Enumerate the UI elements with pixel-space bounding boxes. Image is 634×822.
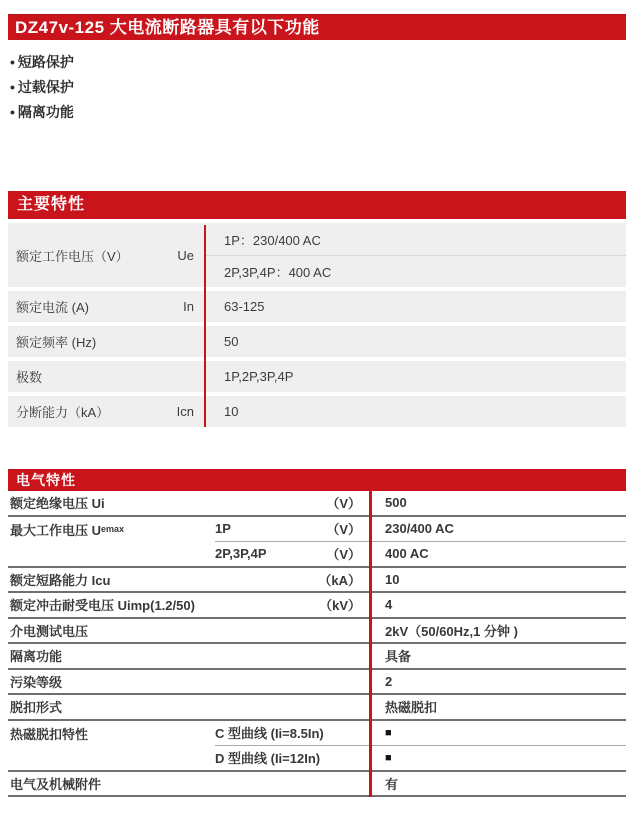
subrow-left [215, 748, 369, 767]
electrical-characteristics-table [8, 491, 626, 797]
table-row [8, 361, 626, 392]
row-label: 脱扣形式 [10, 700, 63, 716]
section-header-main-characteristics: 主要特性 [8, 191, 626, 219]
row-value: 230/400 AC [385, 521, 454, 537]
unit-label: （V） [326, 496, 361, 512]
row-label: 分断能力（kA） [16, 405, 110, 420]
subrow-left [215, 519, 369, 538]
row-subrows [215, 721, 626, 770]
row-value: 10 [385, 571, 400, 587]
unit-label: （V） [326, 547, 361, 563]
row-label: 隔离功能 [10, 649, 63, 665]
row-value: 2 [385, 673, 393, 689]
table-row [8, 568, 626, 594]
feature-item [10, 74, 634, 99]
row-label-cell [8, 361, 204, 392]
row-label-subscript: emax [101, 524, 125, 534]
row-item: 2P,3P,4P [215, 546, 267, 562]
row-left [8, 621, 369, 640]
feature-list [0, 40, 634, 124]
row-label: 介电测试电压 [10, 623, 89, 639]
unit-label: （kV） [319, 598, 361, 614]
row-left [8, 774, 369, 793]
bullet-icon: • [10, 53, 15, 70]
row-subvalue: 1P：230/400 AC [224, 232, 321, 248]
row-label-cell [8, 396, 204, 427]
row-label: 额定电流 (A) [16, 300, 89, 315]
feature-label: 过载保护 [17, 78, 74, 95]
row-value: 热磁脱扣 [385, 700, 438, 716]
sub-row [215, 541, 626, 566]
row-label [8, 517, 215, 542]
datasheet-page [0, 14, 634, 822]
row-value: 具备 [385, 649, 412, 665]
table-row [8, 291, 626, 322]
row-value: 有 [385, 776, 399, 792]
row-left [8, 493, 369, 512]
row-value: 500 [385, 495, 407, 511]
row-label-cell [8, 291, 204, 322]
row-value: 4 [385, 597, 393, 613]
row-left [8, 595, 369, 614]
row-label: 额定频率 (Hz) [16, 335, 97, 350]
row-value: 50 [224, 334, 239, 349]
row-label: 电气及机械附件 [10, 776, 102, 792]
row-subvalue: 2P,3P,4P：400 AC [204, 255, 626, 287]
sub-row [215, 517, 626, 542]
feature-label: 短路保护 [17, 53, 74, 70]
row-symbol: Icn [176, 404, 194, 419]
row-item: 1P [215, 521, 231, 537]
table-row [8, 772, 626, 798]
row-left [8, 672, 369, 691]
row-left [8, 570, 369, 589]
row-label: 额定冲击耐受电压 Uimp(1.2/50) [10, 598, 195, 614]
row-label-cell [8, 223, 204, 287]
row-label [8, 721, 215, 746]
table-row [8, 491, 626, 517]
sub-row [215, 745, 626, 770]
row-value: 10 [224, 404, 239, 419]
feature-item [10, 49, 634, 74]
table-row [8, 396, 626, 427]
filled-square-icon: ■ [385, 726, 392, 739]
table-row [8, 721, 626, 772]
doc-title-banner: DZ47v-125 大电流断路器具有以下功能 [8, 14, 626, 40]
table-row [8, 644, 626, 670]
table-row [8, 670, 626, 696]
row-label-cell [8, 326, 204, 357]
table-row [8, 517, 626, 568]
row-label: 污染等级 [10, 674, 63, 690]
row-value: 1P,2P,3P,4P [224, 369, 294, 384]
unit-label: （kA） [318, 572, 361, 588]
main-characteristics-table [8, 223, 626, 427]
row-value: 400 AC [385, 546, 429, 562]
row-value: 63-125 [224, 299, 265, 314]
row-item: C 型曲线 (Ii=8.5In) [215, 726, 324, 742]
row-label: 额定短路能力 Icu [10, 572, 111, 588]
unit-label: （V） [326, 522, 361, 538]
table-row [8, 223, 626, 287]
table-row [8, 326, 626, 357]
section-header-electrical-characteristics: 电气特性 [8, 469, 626, 491]
row-label: 极数 [16, 370, 43, 385]
row-item: D 型曲线 (Ii=12In) [215, 751, 321, 767]
sub-row [215, 721, 626, 746]
subrow-left [215, 723, 369, 742]
feature-item [10, 99, 634, 124]
row-label: 额定工作电压（V） [16, 248, 129, 264]
row-symbol: In [183, 299, 194, 314]
subrow-left [215, 544, 369, 563]
row-label: 额定绝缘电压 Ui [10, 496, 105, 512]
table-row [8, 593, 626, 619]
row-left [8, 646, 369, 665]
bullet-icon: • [10, 78, 15, 95]
row-value-cell [204, 223, 626, 287]
row-value: 2kV（50/60Hz,1 分钟 ) [385, 623, 518, 639]
bullet-icon: • [10, 103, 15, 120]
row-symbol: Ue [177, 247, 194, 263]
filled-square-icon: ■ [385, 751, 392, 764]
row-label-text: 最大工作电压 U [10, 522, 102, 538]
row-left [8, 697, 369, 716]
table-row [8, 695, 626, 721]
row-subrows [215, 517, 626, 566]
row-label-text: 热磁脱扣特性 [10, 726, 89, 742]
feature-label: 隔离功能 [17, 103, 74, 120]
table-row [8, 619, 626, 645]
